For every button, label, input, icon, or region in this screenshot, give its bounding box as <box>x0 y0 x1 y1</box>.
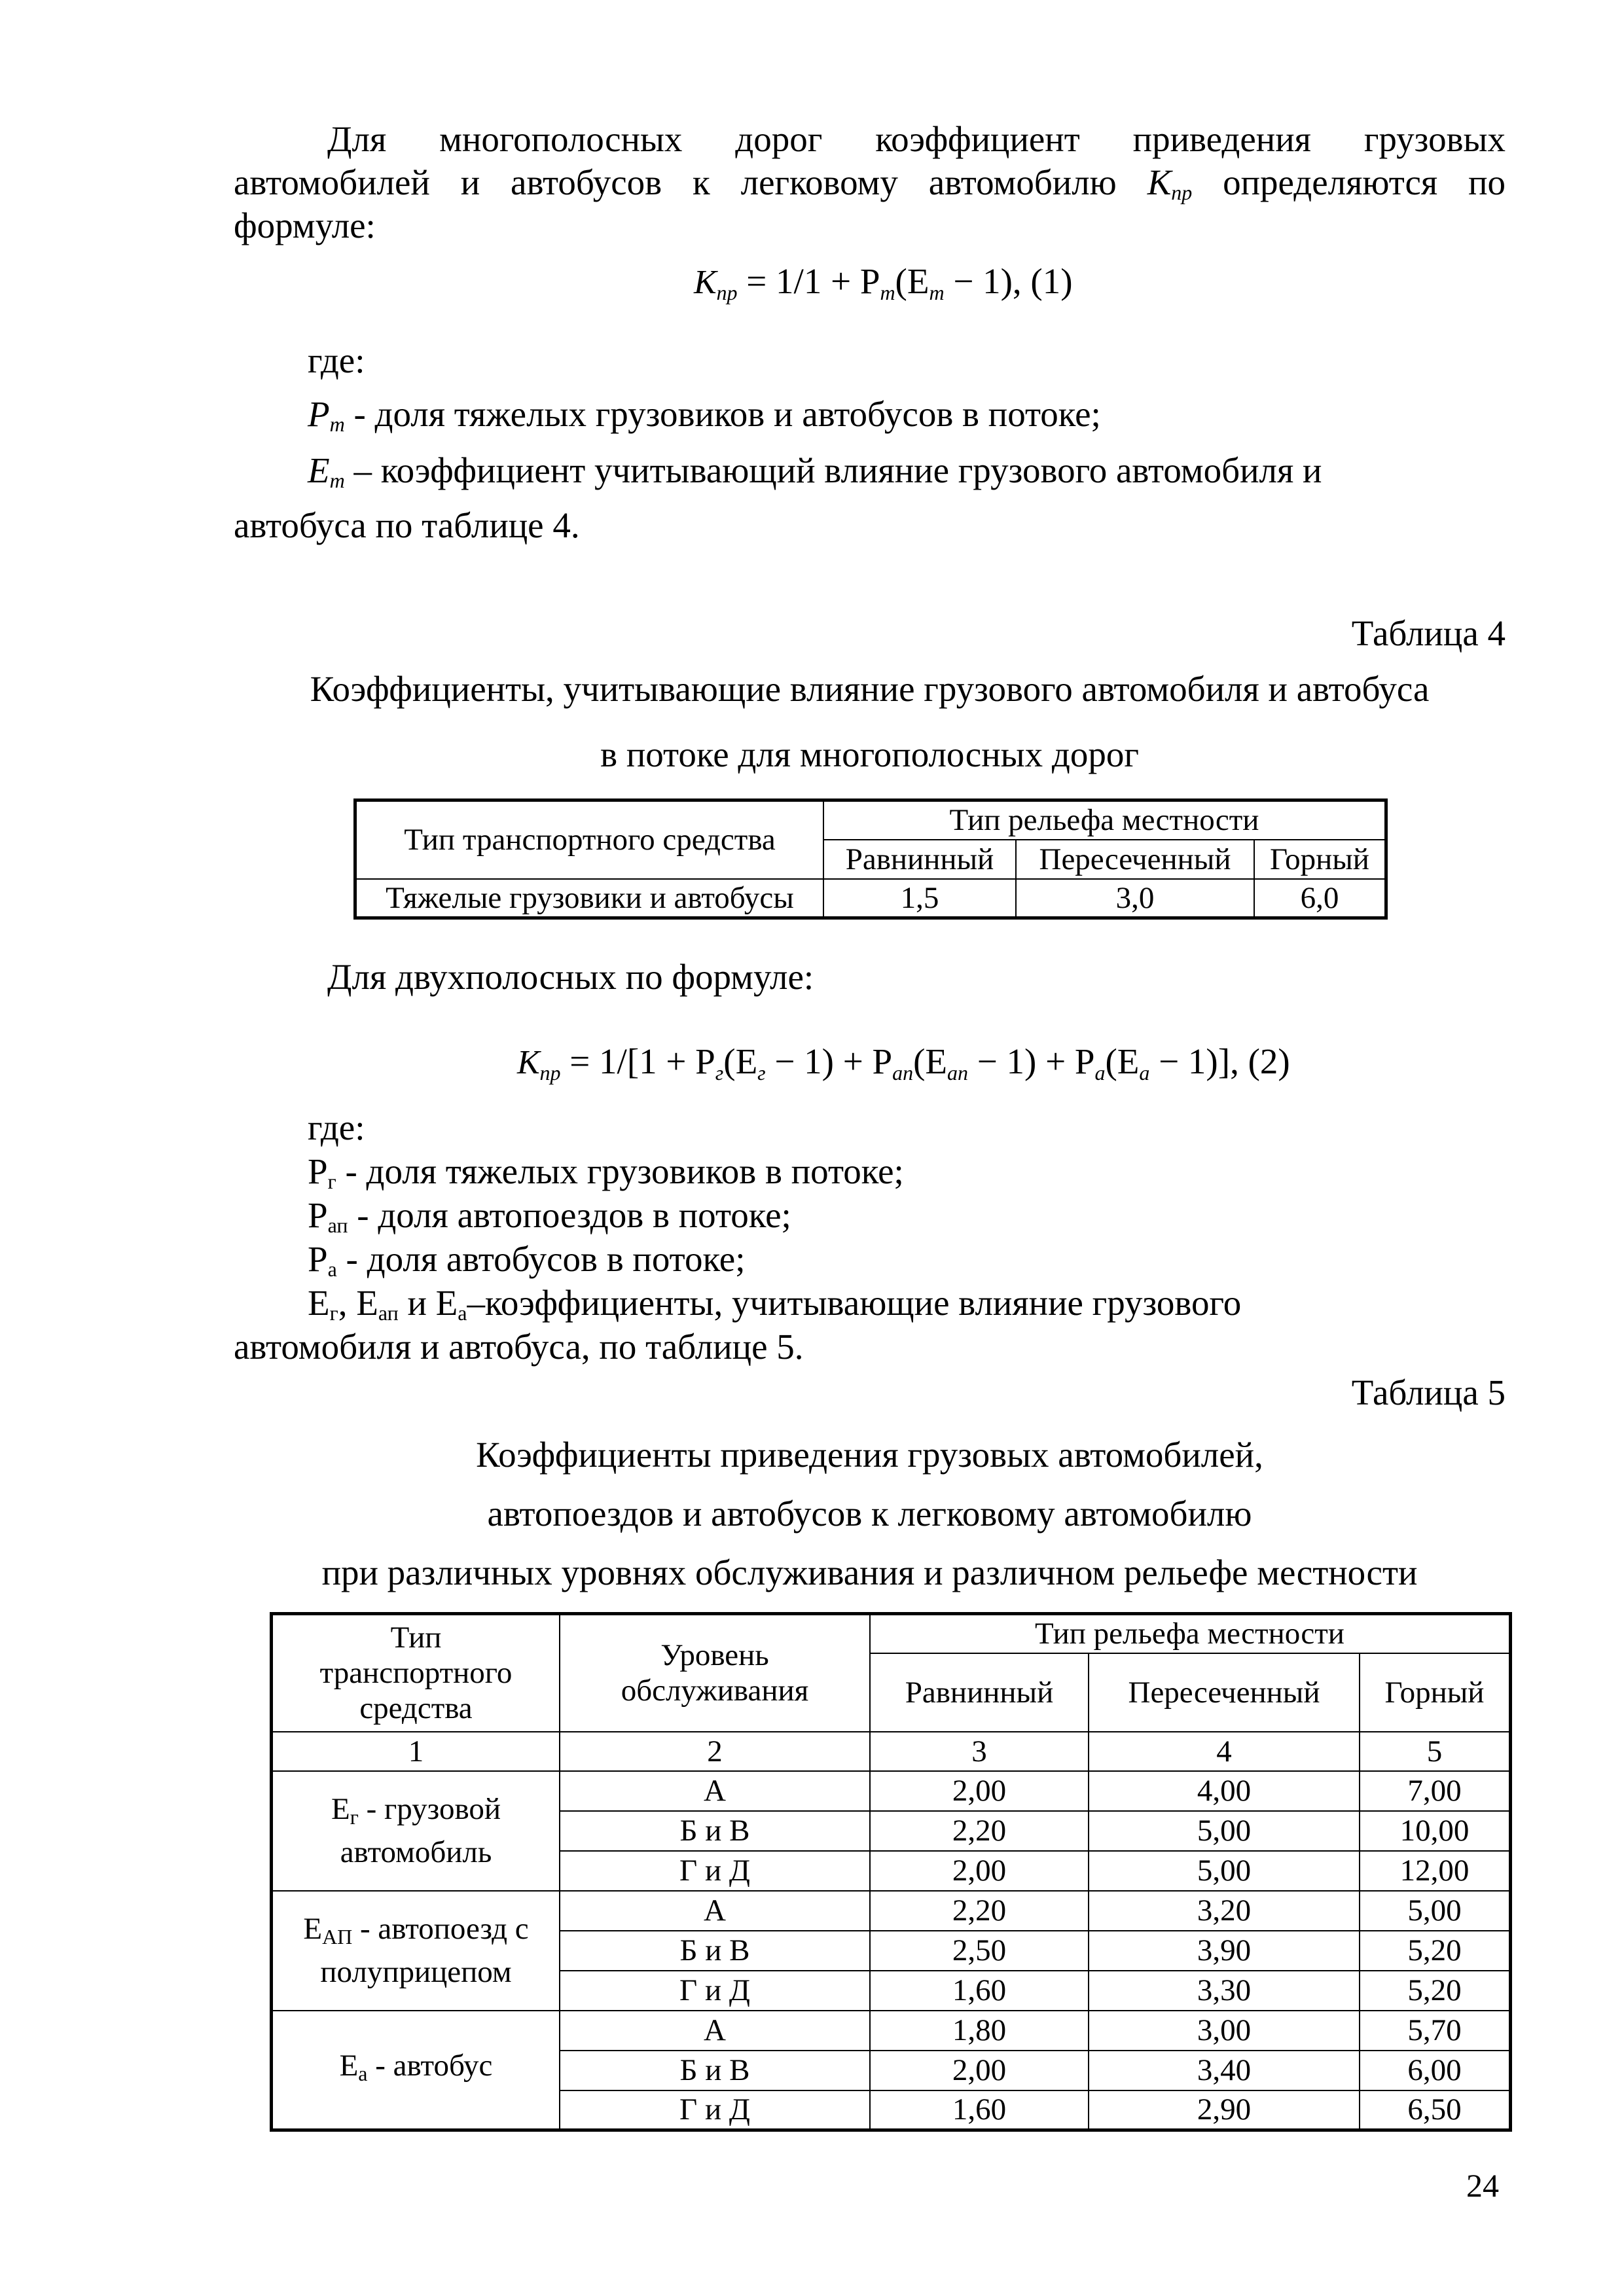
t5-header-level <box>560 1614 870 1732</box>
ea-var: и Е <box>398 1283 458 1323</box>
t5-cell: 5,00 <box>1089 1851 1360 1891</box>
table-4-title-line-1: Коэффициенты, учитывающие влияние грузового автомобиля и автобуса <box>310 669 1430 709</box>
t5-header-vehicle-2: транспортного <box>319 1656 513 1691</box>
t5-colnum-1: 1 <box>272 1732 560 1771</box>
ea-var-sub: а <box>458 1301 467 1325</box>
where-2-label: где: <box>308 1107 365 1147</box>
t5-colnum-5: 5 <box>1360 1732 1511 1771</box>
t5-group-road-train-sub: АП <box>322 1925 353 1948</box>
where-1-pt <box>308 393 1101 446</box>
t4-header-vehicle: Тип транспортного средства <box>355 800 824 879</box>
table-4-label: Таблица 4 <box>1351 613 1506 653</box>
t5-cell: 3,30 <box>1089 1971 1360 2011</box>
t5-level: Г и Д <box>560 1971 870 2011</box>
eg-var: Е <box>308 1283 330 1323</box>
t5-cell: 3,00 <box>1089 2011 1360 2051</box>
t5-cell: 2,90 <box>1089 2090 1360 2130</box>
formula-2-part-6: (E <box>1105 1041 1140 1081</box>
t5-level: А <box>560 1891 870 1931</box>
t5-group-road-train-name-2: полуприцепом <box>320 1955 512 1989</box>
formula-2-number: , (2) <box>1230 1041 1290 1081</box>
t4-header-flat: Равнинный <box>823 840 1016 879</box>
t5-header-rough: Пересеченный <box>1089 1653 1360 1732</box>
formula-2-pap-sub: ап <box>892 1061 914 1085</box>
t5-colnum-3: 3 <box>870 1732 1089 1771</box>
t5-cell: 6,00 <box>1360 2051 1511 2090</box>
t5-group-bus-sub: а <box>358 2062 368 2086</box>
t4-row-label: Тяжелые грузовики и автобусы <box>355 879 824 918</box>
t5-cell: 1,60 <box>870 1971 1089 2011</box>
t5-cell: 5,00 <box>1360 1891 1511 1931</box>
where-1-et <box>308 449 1322 502</box>
formula-2-ea-sub: а <box>1139 1061 1150 1085</box>
formula-1-lhs-sub: пр <box>716 281 738 304</box>
t5-level: Г и Д <box>560 1851 870 1891</box>
intro-line-3: формуле: <box>234 206 376 245</box>
t4-header-mountain: Горный <box>1254 840 1386 879</box>
t5-group-road-train <box>272 1891 560 2011</box>
pt-var-sub: т <box>329 412 345 436</box>
formula-2-lhs-sub: пр <box>539 1061 561 1085</box>
two-lane-text: Для двухполосных по формуле: <box>327 957 814 997</box>
t5-group-road-train-var: Е <box>303 1912 323 1946</box>
t5-group-bus-var: Е <box>339 2049 359 2083</box>
t5-header-mountain: Горный <box>1360 1653 1511 1732</box>
t5-cell: 2,00 <box>870 2051 1089 2090</box>
formula-1 <box>694 260 1073 305</box>
t5-header-vehicle-3: средства <box>359 1691 473 1726</box>
pt-text: - доля тяжелых грузовиков и автобусов в потоке; <box>344 394 1101 434</box>
t5-cell: 5,00 <box>1089 1811 1360 1851</box>
t5-level: А <box>560 2011 870 2051</box>
t5-group-road-train-name: - автопоезд с <box>352 1912 529 1946</box>
t5-level: Б и В <box>560 2051 870 2090</box>
t5-level: Б и В <box>560 1811 870 1851</box>
t4-cell-mountain: 6,0 <box>1254 879 1386 918</box>
table-row <box>272 1771 1511 1811</box>
table-4 <box>353 798 1388 920</box>
formula-2 <box>517 1041 1290 1085</box>
et-var-sub: т <box>329 469 345 492</box>
intro-line-2-start: автомобилей и автобусов к легковому автомобилю <box>234 162 1147 202</box>
t4-cell-flat: 1,5 <box>823 879 1016 918</box>
t5-cell: 5,20 <box>1360 1931 1511 1971</box>
table-row <box>272 2011 1511 2051</box>
formula-2-lhs: К <box>517 1044 540 1081</box>
t5-cell: 3,20 <box>1089 1891 1360 1931</box>
page-number: 24 <box>1466 2167 1499 2204</box>
et-var: E <box>308 450 330 490</box>
t5-cell: 12,00 <box>1360 1851 1511 1891</box>
t5-cell: 5,70 <box>1360 2011 1511 2051</box>
eg-var-sub: г <box>329 1301 338 1325</box>
t5-header-relief: Тип рельефа местности <box>870 1614 1511 1653</box>
t5-header-level-2: обслуживания <box>621 1674 809 1708</box>
formula-2-part-7: − 1)] <box>1149 1041 1231 1081</box>
t5-group-bus-name: - автобус <box>367 2049 493 2083</box>
e-line-text: –коэффициенты, учитывающие влияние грузового <box>467 1283 1242 1323</box>
formula-2-part-3: − 1) + P <box>765 1041 893 1081</box>
table-5-title-line-3: при различных уровнях обслуживания и различном рельефе местности <box>321 1552 1418 1592</box>
kpr-var: К <box>1147 162 1172 202</box>
t5-cell: 4,00 <box>1089 1771 1360 1811</box>
t5-cell: 6,50 <box>1360 2090 1511 2130</box>
formula-1-tail: − 1) <box>944 261 1013 301</box>
t5-cell: 2,20 <box>870 1811 1089 1851</box>
formula-2-pg-sub: г <box>715 1061 724 1085</box>
t5-cell: 2,00 <box>870 1851 1089 1891</box>
t5-group-truck-name: - грузовой <box>358 1792 501 1826</box>
t5-cell: 3,90 <box>1089 1931 1360 1971</box>
t5-header-vehicle <box>272 1614 560 1732</box>
where-2-e-cont: автомобиля и автобуса, по таблице 5. <box>234 1327 804 1367</box>
formula-1-lhs: К <box>694 264 717 301</box>
t4-header-rough: Пересеченный <box>1016 840 1254 879</box>
pa-var-sub: а <box>327 1257 337 1281</box>
pa-text: - доля автобусов в потоке; <box>336 1239 746 1279</box>
formula-2-part-5: − 1) + P <box>968 1041 1095 1081</box>
t5-colnum-2: 2 <box>560 1732 870 1771</box>
pg-var-sub: г <box>327 1170 336 1193</box>
pap-text: - доля автопоездов в потоке; <box>348 1195 791 1235</box>
t5-cell: 7,00 <box>1360 1771 1511 1811</box>
t5-group-truck <box>272 1771 560 1891</box>
t5-cell: 2,00 <box>870 1771 1089 1811</box>
formula-1-p-sub: т <box>880 281 895 304</box>
t5-level: А <box>560 1771 870 1811</box>
pap-var-sub: ап <box>327 1213 348 1237</box>
t5-cell: 5,20 <box>1360 1971 1511 2011</box>
formula-2-pa-sub: а <box>1094 1061 1106 1085</box>
formula-1-body: = 1/1 + P <box>737 261 880 301</box>
kpr-var-sub: пр <box>1171 181 1193 204</box>
table-5-title-line-2: автопоездов и автобусов к легковому автомобилю <box>487 1494 1252 1534</box>
table-5-title-line-1: Коэффициенты приведения грузовых автомобилей, <box>476 1435 1263 1475</box>
intro-line-2-end: определяются по <box>1192 162 1506 202</box>
table-5 <box>270 1612 1512 2132</box>
t5-level: Г и Д <box>560 2090 870 2130</box>
pg-var: Р <box>308 1151 328 1191</box>
t5-cell: 2,20 <box>870 1891 1089 1931</box>
formula-2-part-2: (E <box>723 1041 758 1081</box>
table-5-label: Таблица 5 <box>1351 1372 1506 1412</box>
pap-var: Р <box>308 1195 328 1235</box>
t5-header-flat: Равнинный <box>870 1653 1089 1732</box>
t4-header-relief: Тип рельефа местности <box>823 800 1386 840</box>
t5-group-truck-var: Е <box>331 1792 350 1826</box>
table-row <box>272 1891 1511 1931</box>
pt-var: P <box>308 394 330 434</box>
t5-group-truck-sub: г <box>350 1805 359 1829</box>
pa-var: Р <box>308 1239 328 1279</box>
formula-1-number: , (1) <box>1012 261 1073 301</box>
et-text: – коэффициент учитывающий влияние грузового автомобиля и <box>344 450 1322 490</box>
intro-line-1: Для многополосных дорог коэффициент приведения грузовых <box>327 119 1506 159</box>
eap-var-sub: ап <box>378 1301 399 1325</box>
formula-2-part-1: = 1/[1 + P <box>560 1041 715 1081</box>
t5-header-level-1: Уровень <box>660 1638 769 1673</box>
t5-cell: 1,60 <box>870 2090 1089 2130</box>
where-1-label: где: <box>308 340 365 380</box>
formula-2-part-4: (E <box>913 1041 948 1081</box>
pg-text: - доля тяжелых грузовиков в потоке; <box>336 1151 904 1191</box>
eap-var: , Е <box>338 1283 378 1323</box>
t5-cell: 3,40 <box>1089 2051 1360 2090</box>
t5-colnum-4: 4 <box>1089 1732 1360 1771</box>
where-1-et-cont: автобуса по таблице 4. <box>234 505 580 545</box>
formula-2-eg-sub: г <box>757 1061 766 1085</box>
t5-cell: 1,80 <box>870 2011 1089 2051</box>
formula-1-e-sub: т <box>929 281 945 304</box>
t5-header-vehicle-1: Тип <box>390 1621 442 1655</box>
formula-2-eap-sub: ап <box>947 1061 969 1085</box>
formula-1-mid: (E <box>895 261 929 301</box>
t5-cell: 2,50 <box>870 1931 1089 1971</box>
t5-group-bus <box>272 2011 560 2130</box>
table-4-title-line-2: в потоке для многополосных дорог <box>600 734 1139 774</box>
t5-level: Б и В <box>560 1931 870 1971</box>
t5-cell: 10,00 <box>1360 1811 1511 1851</box>
t5-group-truck-name-2: автомобиль <box>340 1835 492 1869</box>
t4-cell-rough: 3,0 <box>1016 879 1254 918</box>
